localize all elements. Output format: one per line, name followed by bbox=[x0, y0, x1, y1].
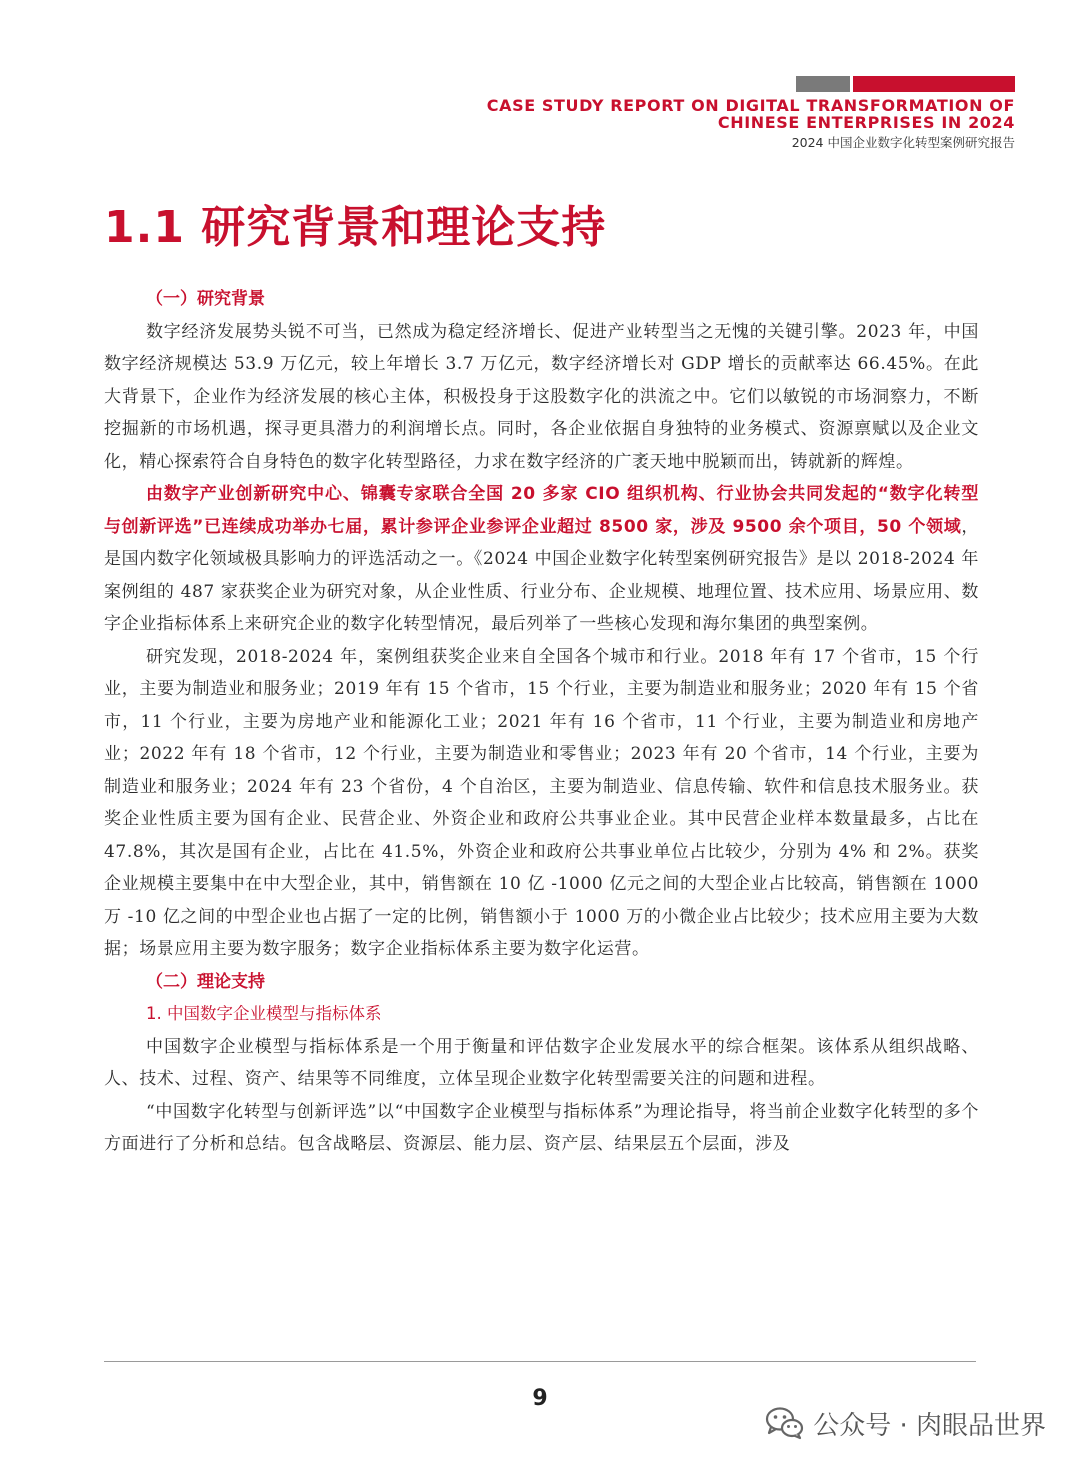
subsection-heading: 1. 中国数字企业模型与指标体系 bbox=[146, 1004, 382, 1023]
watermark bbox=[765, 1403, 1046, 1443]
paragraph-background-1: 数字经济发展势头锐不可当，已然成为稳定经济增长、促进产业转型当之无愧的关键引擎。2023 年，中国数字经济规模达 53.9 万亿元，较上年增长 3.7 万亿元，数字经济增长对 GDP 增长的贡献率达 66.45%。在此大背景下，企业作为经济发展的核心主体，积极投身于这股数字化的洪流之中。它们以敏锐的市场洞察力，不断挖掘新的市场机遇，探寻更具潜力的利润增长点。同时，各企业依据自身独特的业务模式、资源禀赋以及企业文化，精心探索符合自身特色的数字化转型路径，力求在数字经济的广袤天地中脱颖而出，铸就新的辉煌。 bbox=[104, 321, 979, 472]
header-english-title bbox=[487, 97, 1015, 131]
header-bar-red bbox=[853, 76, 1015, 92]
paragraph-background-3: 研究发现，2018-2024 年，案例组获奖企业来自全国各个城市和行业。2018 年有 17 个省市，15 个行业，主要为制造业和服务业；2019 年有 15 个省市，15 个行业，主要为制造业和服务业；2020 年有 15 个省市，11 个行业，主要为房地产业和能源化工业；2021 年有 16 个省市，11 个行业，主要为制造业和房地产业；2022 年有 18 个省市，12 个行业，主要为制造业和零售业；2023 年有 20 个省市，14 个行业，主要为制造业和服务业；2024 年有 23 个省份，4 个自治区，主要为制造业、信息传输、软件和信息技术服务业。获奖企业性质主要为国有企业、民营企业、外资企业和政府公共事业企业。其中民营企业样本数量最多，占比在 47.8%，其次是国有企业，占比在 41.5%，外资企业和政府公共事业单位占比较少，分别为 4% 和 2%。获奖企业规模主要集中在中大型企业，其中，销售额在 10 亿 -1000 亿元之间的大型企业占比较高，销售额在 1000 万 -10 亿之间的中型企业也占据了一定的比例，销售额小于 1000 万的小微企业占比较少；技术应用主要为大数据；场景应用主要为数字服务；数字企业指标体系主要为数字化运营。 bbox=[104, 646, 979, 959]
header-chinese-title: 2024 中国企业数字化转型案例研究报告 bbox=[791, 135, 1015, 150]
paragraph-theory-2: “中国数字化转型与创新评选”以“中国数字企业模型与指标体系”为理论指导，将当前企业数字化转型的多个方面进行了分析和总结。包含战略层、资源层、能力层、资产层、结果层五个层面，涉及 bbox=[104, 1101, 979, 1154]
page-number: 9 bbox=[532, 1386, 548, 1411]
footer-divider bbox=[104, 1361, 976, 1362]
highlighted-text: 由数字产业创新研究中心、锦囊专家联合全国 20 多家 CIO 组织机构、行业协会共同发起的“数字化转型与创新评选”已连续成功举办七届，累计参评企业参评企业超过 8500 家，涉及 9500 余个项目，50 个领域 bbox=[104, 484, 979, 537]
paragraph-background-2-rest: ，是国内数字化领域极具影响力的评选活动之一。《2024 中国企业数字化转型案例研究报告》是以 2018-2024 年案例组的 487 家获奖企业为研究对象，从企业性质、行业分布、企业规模、地理位置、技术应用、场景应用、数字企业指标体系上来研究企业的数字化转型情况，最后列举了一些核心发现和海尔集团的典型案例。 bbox=[104, 516, 979, 634]
wechat-icon bbox=[765, 1406, 805, 1440]
paragraph-theory-1: 中国数字企业模型与指标体系是一个用于衡量和评估数字企业发展水平的综合框架。该体系从组织战略、人、技术、过程、资产、结果等不同维度，立体呈现企业数字化转型需要关注的问题和进程。 bbox=[104, 1036, 979, 1089]
section-heading-background: （一）研究背景 bbox=[146, 289, 265, 309]
page-title: 1.1 研究背景和理论支持 bbox=[104, 202, 607, 253]
header-bar-grey bbox=[796, 76, 850, 92]
section-heading-theory: （二）理论支持 bbox=[146, 971, 265, 992]
paragraph-background-2 bbox=[104, 478, 979, 641]
header-english-line-1: CASE STUDY REPORT ON DIGITAL TRANSFORMATION OF bbox=[486, 96, 1015, 115]
watermark-text: 公众号 · 肉眼品世界 bbox=[813, 1410, 1046, 1441]
main-content bbox=[104, 283, 979, 1161]
header-english-line-2: CHINESE ENTERPRISES IN 2024 bbox=[717, 113, 1015, 132]
